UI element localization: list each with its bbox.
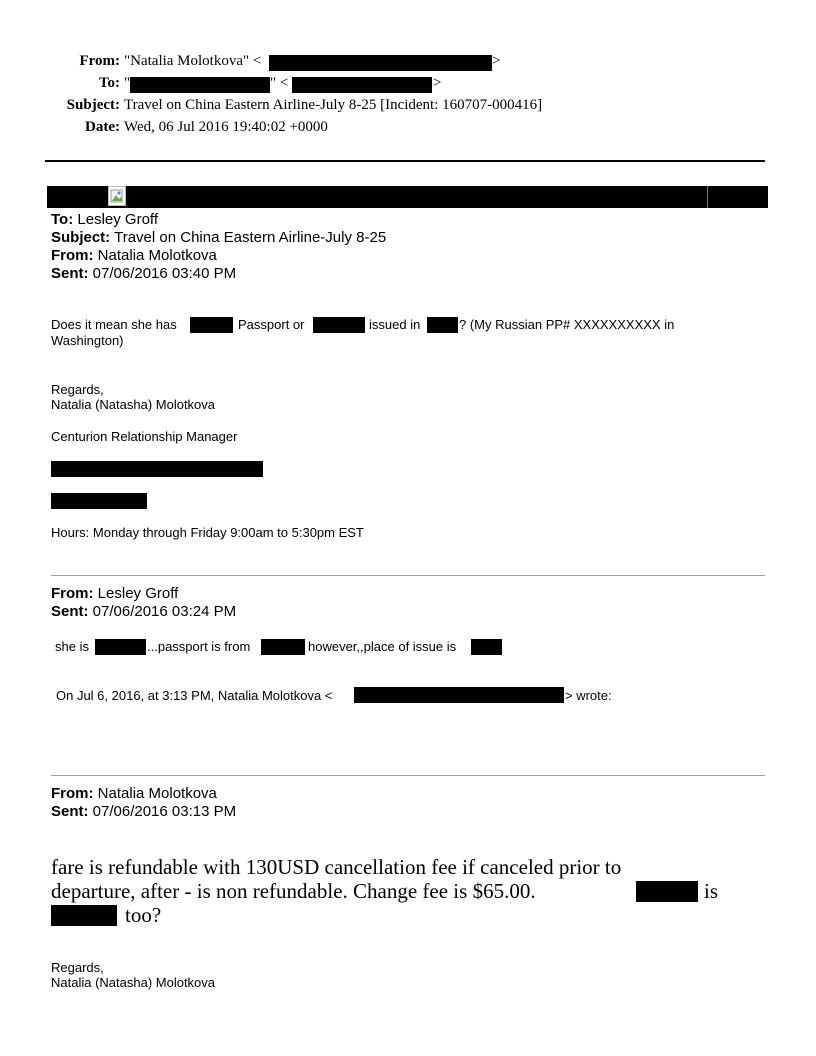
redaction [261, 639, 305, 655]
header-subject-label: Subject: [66, 97, 120, 113]
redacted-banner [47, 186, 768, 208]
header-date-value: Wed, 06 Jul 2016 19:40:02 +0000 [124, 119, 328, 135]
msg3-regards: Regards, [51, 960, 104, 975]
msg1-to-value: Lesley Groff [77, 211, 158, 228]
header-to-mid: " < [270, 75, 289, 91]
msg2-quote-a: On Jul 6, 2016, at 3:13 PM, Natalia Molotkova < [56, 688, 333, 703]
msg2-quote-b: > wrote: [565, 688, 612, 703]
msg3-signature-name: Natalia (Natasha) Molotkova [51, 975, 216, 990]
header-from-close: > [492, 53, 501, 69]
msg2-body-b: ...passport is from [147, 639, 251, 654]
msg3-line-1: fare is refundable with 130USD cancellation fee if canceled prior to [51, 855, 622, 879]
header-to-label: To: [98, 75, 120, 91]
redaction [51, 905, 117, 926]
redaction [471, 639, 502, 655]
msg1-body-e: Washington) [51, 333, 124, 348]
msg1-body-c: issued in [369, 317, 421, 332]
redaction [313, 317, 365, 333]
msg2-from-label: From: [51, 585, 94, 602]
msg1-body-a: Does it mean she has [51, 317, 177, 332]
message-divider [51, 575, 765, 576]
message-divider [51, 775, 765, 776]
msg3-sent-label: Sent: [51, 803, 89, 820]
redaction [95, 639, 146, 655]
broken-image-icon [108, 186, 126, 206]
msg3-line-2b: is [704, 879, 719, 903]
redaction [130, 77, 270, 93]
header-date-label: Date: [85, 119, 120, 135]
msg1-subject-value: Travel on China Eastern Airline-July 8-25 [114, 229, 387, 246]
msg2-body-c: however,,place of issue is [308, 639, 457, 654]
msg3-from-value: Natalia Molotkova [97, 785, 217, 802]
msg1-sent-value: 07/06/2016 03:40 PM [92, 265, 237, 282]
msg2-from-value: Lesley Groff [97, 585, 179, 602]
msg1-from-value: Natalia Molotkova [97, 247, 217, 264]
msg2-body-a: she is [55, 639, 89, 654]
msg1-subject-label: Subject: [51, 229, 111, 246]
msg3-line-2a: departure, after - is non refundable. Change fee is $65.00. [51, 879, 536, 903]
header-subject-value: Travel on China Eastern Airline-July 8-25 [Incident: 160707-000416] [124, 97, 543, 113]
redaction [269, 55, 492, 71]
msg2-sent-label: Sent: [51, 603, 89, 620]
msg2-sent-value: 07/06/2016 03:24 PM [92, 603, 237, 620]
header-divider [45, 160, 765, 162]
msg1-from-label: From: [51, 247, 94, 264]
header-to-close: > [433, 75, 442, 91]
header-from-label: From: [79, 53, 120, 69]
redaction [636, 881, 698, 902]
redaction [292, 77, 432, 93]
msg1-to-label: To: [51, 211, 74, 228]
header-to-open: " [124, 75, 131, 91]
header-from-value: "Natalia Molotkova" < [124, 53, 262, 69]
msg1-regards: Regards, [51, 382, 104, 397]
banner-divider [707, 186, 708, 208]
msg1-signature-name: Natalia (Natasha) Molotkova [51, 397, 216, 412]
msg1-sent-label: Sent: [51, 265, 89, 282]
msg1-hours: Hours: Monday through Friday 9:00am to 5:30pm EST [51, 525, 364, 540]
msg1-body-b: Passport or [238, 317, 305, 332]
msg3-from-label: From: [51, 785, 94, 802]
redaction [51, 461, 263, 477]
msg3-line-3: too? [125, 903, 162, 927]
msg1-body-d: ? (My Russian PP# XXXXXXXXXX in [459, 317, 675, 332]
redaction [51, 493, 147, 509]
msg3-sent-value: 07/06/2016 03:13 PM [92, 803, 237, 820]
msg1-signature-title: Centurion Relationship Manager [51, 429, 238, 444]
redaction [354, 687, 564, 703]
redaction [427, 317, 458, 333]
redaction [190, 317, 233, 333]
